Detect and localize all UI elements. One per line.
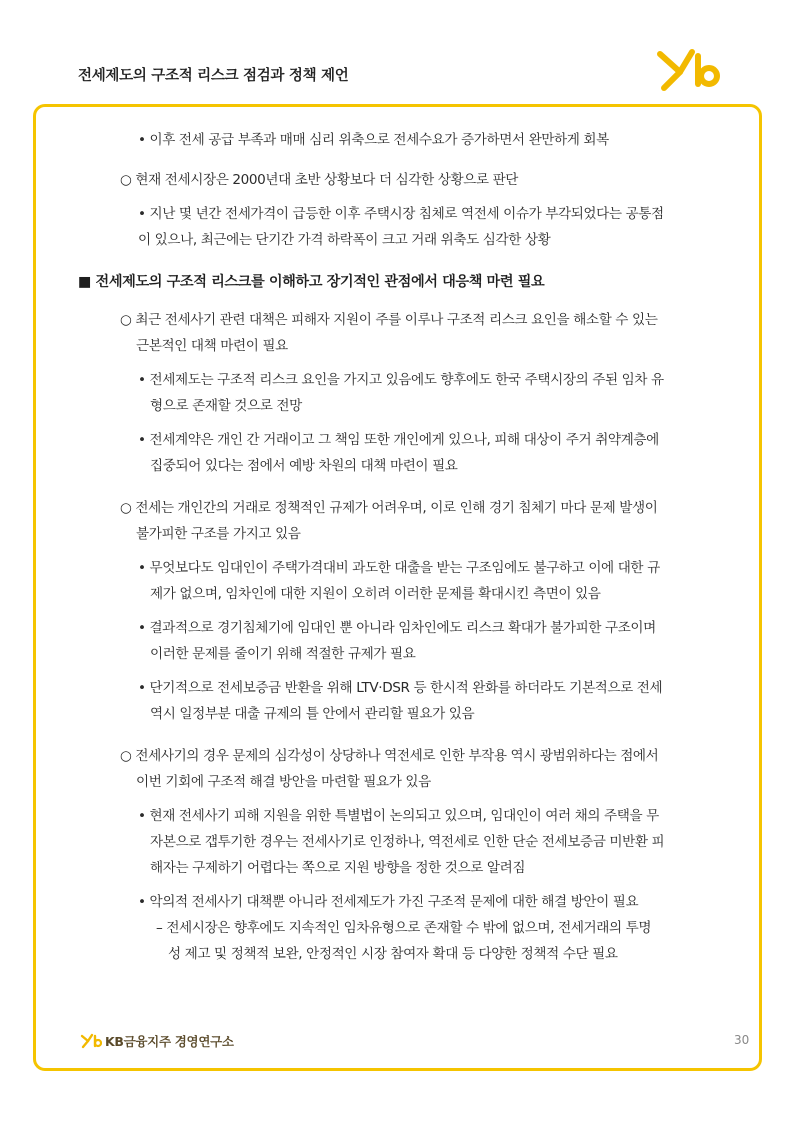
dash-item: – 전세시장은 향후에도 지속적인 임차유형으로 존재할 수 밖에 없으며, 전세거래의 투명: [156, 920, 652, 936]
bullet-item: • 이후 전세 공급 부족과 매매 심리 위축으로 전세수요가 증가하면서 완만하게 회복: [138, 132, 609, 148]
report-body: • 이후 전세 공급 부족과 매매 심리 위축으로 전세수요가 증가하면서 완만하게 회복 ○ 현재 전세시장은 2000년대 초반 상황보다 더 심각한 상황으로 판단 • 지난 몇 년간 전세가격이 급등한 이후 주택시장 침체로 역전세 이슈가 부각되었다는 공통점 이 있으나, 최근에는 단기간 가격 하락폭이 크고 거래 위축도 심각한 상황 ■ 전세제도의 구조적 리스크를 이해하고 장기적인 관점에서 대응책 마련 필요 ○ 최근 전세사기 관련 대책은 피해자 지원이 주를 이루나 구조적 리스크 요인을 해소할 수 있는 근본적인 대책 마련이 필요 • 전세제도는 구조적 리스크 요인을 가지고 있음에도 향후에도 한국 주택시장의 주된 임차 유 형으로 존재할 것으로 전망 • 전세계약은 개인 간 거래이고 그 책임 또한 개인에게 있으나, 피해 대상이 주거 취약계층에 집중되어 있다는 점에서 예방 차원의 대책 마련이 필요 ○ 전세는 개인간의 거래로 정책적인 규제가 어려우며, 이로 인해 경기 침체기 마다 문제 발생이 불가피한 구조를 가지고 있음 • 무엇보다도 임대인이 주택가격대비 과도한 대출을 받는 구조임에도 불구하고 이에 대한 규 제가 없으며, 임차인에 대한 지원이 오히려 이러한 문제를 확대시킨 측면이 있음 • 결과적으로 경기침체기에 임대인 뿐 아니라 임차인에도 리스크 확대가 불가피한 구조이며 이러한 문제를 줄이기 위해 적절한 규제가 필요 • 단기적으로 전세보증금 반환을 위해 LTV·DSR 등 한시적 완화를 하더라도 기본적으로 전세 역시 일정부분 대출 규제의 틀 안에서 관리할 필요가 있음 ○ 전세사기의 경우 문제의 심각성이 상당하나 역전세로 인한 부작용 역시 광범위하다는 점에서 이번 기회에 구조적 해결 방안을 마련할 필요가 있음 • 현재 전세사기 피해 지원을 위한 특별법이 논의되고 있으며, 임대인이 여러 채의 주택을 무 자본으로 갭투기한 경우는 전세사기로 인정하나, 역전세로 인한 단순 전세보증금 미반환 피 해자는 구제하기 어렵다는 쪽으로 지원 방향을 정한 것으로 알려짐 • 악의적 전세사기 대책뿐 아니라 전세제도가 가진 구조적 문제에 대한 해결 방안이 필요 – 전세시장은 향후에도 지속적인 임차유형으로 존재할 수 밖에 없으며, 전세거래의 투명 성 제고 및 정책적 보완, 안정적인 시장 참여자 확대 등 다양한 정책적 수단 필요: [78, 127, 728, 967]
page-number: 30: [734, 1033, 750, 1047]
bullet-item: • 결과적으로 경기침체기에 임대인 뿐 아니라 임차인에도 리스크 확대가 불가피한 구조이며: [138, 620, 656, 636]
circle-item: ○ 전세는 개인간의 거래로 정책적인 규제가 어려우며, 이로 인해 경기 침체기 마다 문제 발생이: [120, 500, 658, 516]
circle-item: ○ 최근 전세사기 관련 대책은 피해자 지원이 주를 이루나 구조적 리스크 요인을 해소할 수 있는: [120, 312, 658, 328]
footer-org-name: KB금융지주 경영연구소: [105, 1034, 234, 1049]
bullet-item: • 악의적 전세사기 대책뿐 아니라 전세제도가 가진 구조적 문제에 대한 해결 방안이 필요: [138, 894, 639, 910]
bullet-item: • 단기적으로 전세보증금 반환을 위해 LTV·DSR 등 한시적 완화를 하더라도 기본적으로 전세: [138, 680, 663, 696]
circle-item: ○ 현재 전세시장은 2000년대 초반 상황보다 더 심각한 상황으로 판단: [120, 172, 519, 188]
bullet-item: • 전세계약은 개인 간 거래이고 그 책임 또한 개인에게 있으나, 피해 대상이 주거 취약계층에: [138, 432, 659, 448]
circle-item: ○ 전세사기의 경우 문제의 심각성이 상당하나 역전세로 인한 부작용 역시 광범위하다는 점에서: [120, 748, 659, 764]
footer-logo: [80, 1032, 234, 1050]
bullet-item: • 무엇보다도 임대인이 주택가격대비 과도한 대출을 받는 구조임에도 불구하고 이에 대한 규: [138, 560, 660, 576]
kb-star-icon: [80, 1033, 102, 1049]
bullet-item: • 전세제도는 구조적 리스크 요인을 가지고 있음에도 향후에도 한국 주택시장의 주된 임차 유: [138, 372, 664, 388]
bullet-item: • 현재 전세사기 피해 지원을 위한 특별법이 논의되고 있으며, 임대인이 여러 채의 주택을 무: [138, 808, 659, 824]
kb-logo-icon: [652, 44, 726, 94]
document-title: 전세제도의 구조적 리스크 점검과 정책 제언: [78, 68, 349, 84]
bullet-item: • 지난 몇 년간 전세가격이 급등한 이후 주택시장 침체로 역전세 이슈가 부각되었다는 공통점: [138, 206, 664, 222]
section-heading: ■ 전세제도의 구조적 리스크를 이해하고 장기적인 관점에서 대응책 마련 필요: [78, 274, 545, 290]
